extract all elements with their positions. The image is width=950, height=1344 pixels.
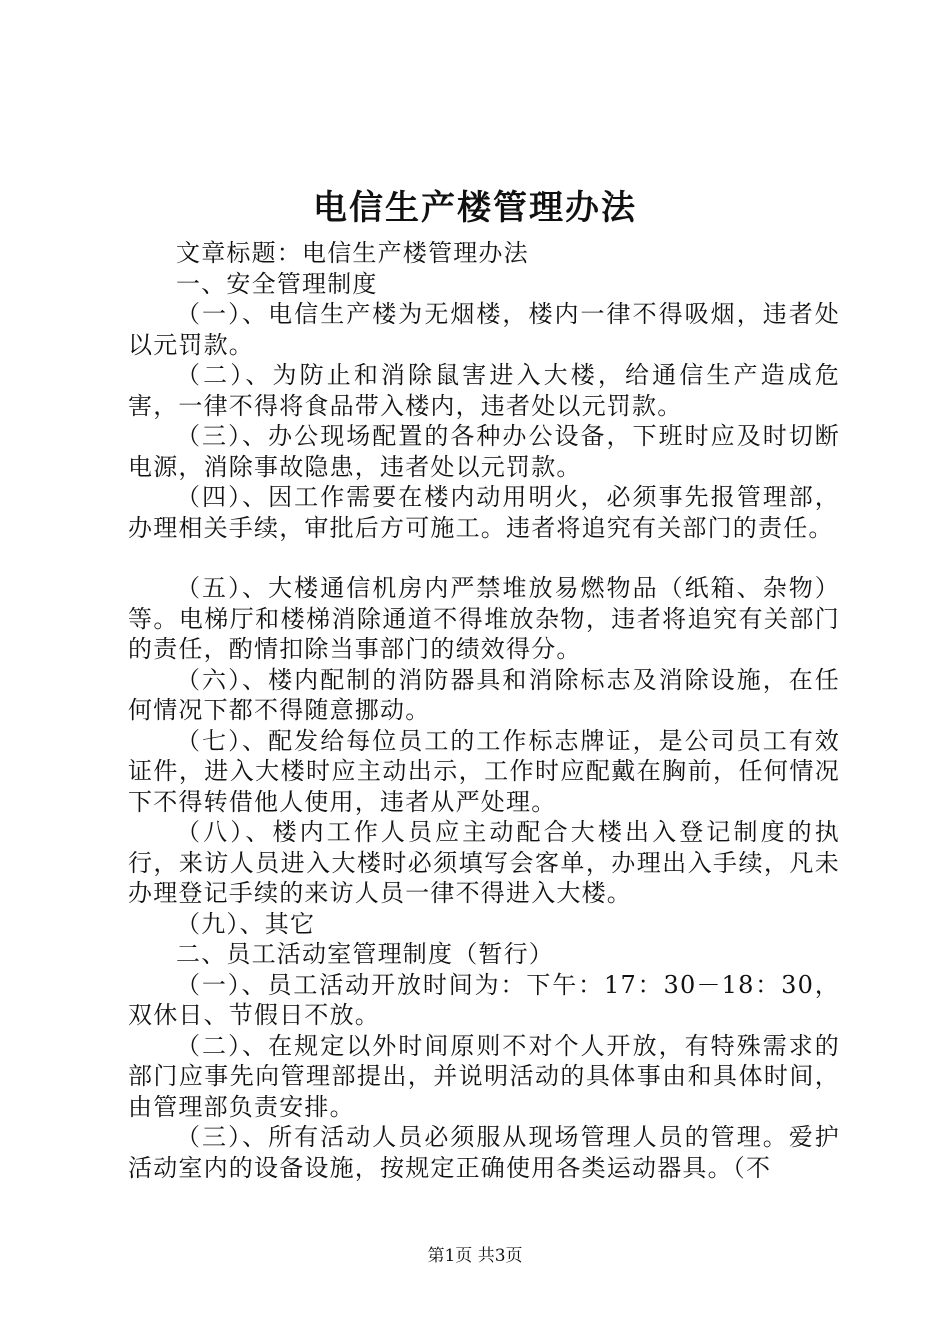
document-title: 电信生产楼管理办法 <box>313 188 637 228</box>
paragraph: （五）、大楼通信机房内严禁堆放易燃物品（纸箱、杂物）等。电梯厅和楼梯消除通道不得堆放杂物，违者将追究有关部门的责任，酌情扣除当事部门的绩效得分。 <box>128 574 840 663</box>
paragraph: （九）、其它 <box>176 909 316 938</box>
page-number-footer: 第1页 共3页 <box>427 1246 523 1266</box>
paragraph: （三）、所有活动人员必须服从现场管理人员的管理。爱护活动室内的设备设施，按规定正确使用各类运动器具。（不 <box>128 1123 840 1182</box>
section-heading-activity-room: 二、员工活动室管理制度（暂行） <box>176 940 554 968</box>
paragraph: （三）、办公现场配置的各种办公设备，下班时应及时切断电源，消除事故隐患，违者处以元罚款。 <box>128 422 840 481</box>
paragraph: （二）、为防止和消除鼠害进入大楼，给通信生产造成危害，一律不得将食品带入楼内，违者处以元罚款。 <box>128 361 840 420</box>
section-heading-safety: 一、安全管理制度 <box>176 269 378 298</box>
paragraph: （七）、配发给每位员工的工作标志牌证，是公司员工有效证件，进入大楼时应主动出示，工作时应配戴在胸前，任何情况下不得转借他人使用，违者从严处理。 <box>128 726 840 816</box>
paragraph: （八）、楼内工作人员应主动配合大楼出入登记制度的执行，来访人员进入大楼时必须填写会客单，办理出入手续，凡未办理登记手续的来访人员一律不得进入大楼。 <box>128 818 840 907</box>
paragraph: （一）、员工活动开放时间为：下午：17：30－18：30，双休日、节假日不放。 <box>128 970 840 1029</box>
paragraph: （一）、电信生产楼为无烟楼，楼内一律不得吸烟，违者处以元罚款。 <box>128 300 840 359</box>
paragraph: （二）、在规定以外时间原则不对个人开放，有特殊需求的部门应事先向管理部提出，并说明活动的具体事由和具体时间，由管理部负责安排。 <box>128 1031 840 1121</box>
paragraph: （六）、楼内配制的消防器具和消除标志及消除设施，在任何情况下都不得随意挪动。 <box>128 665 840 724</box>
paragraph: （四）、因工作需要在楼内动用明火，必须事先报管理部，办理相关手续，审批后方可施工。违者将追究有关部门的责任。 <box>128 483 840 542</box>
paragraph-article-title: 文章标题：电信生产楼管理办法 <box>176 239 529 267</box>
document-body <box>128 238 840 1183</box>
